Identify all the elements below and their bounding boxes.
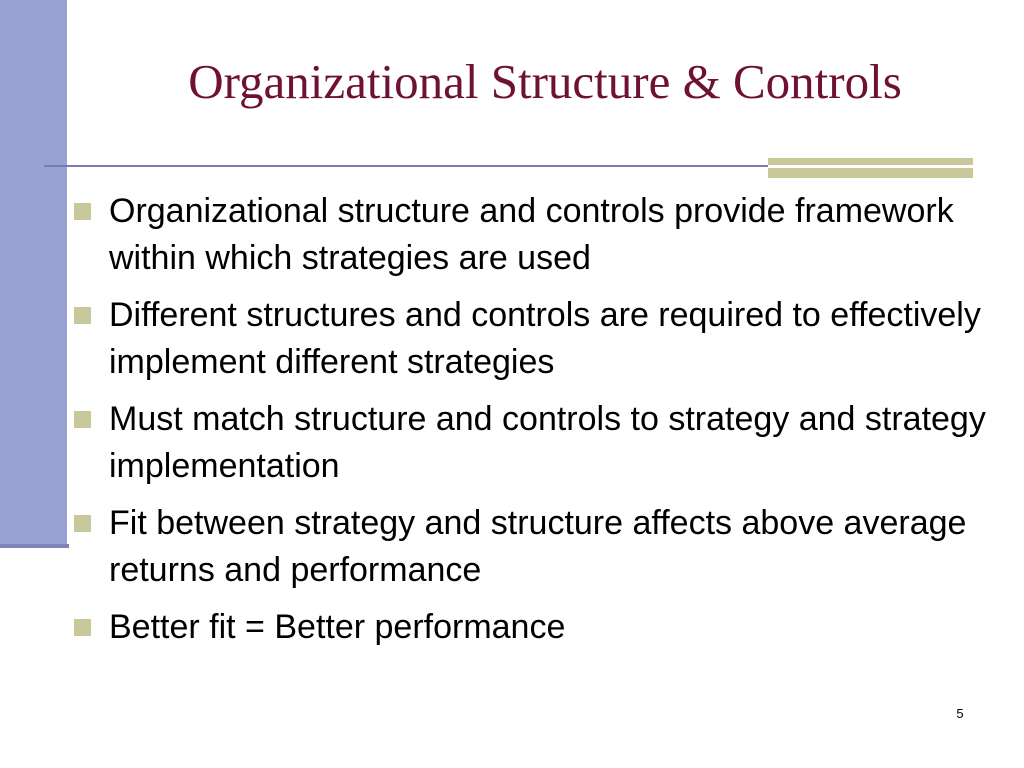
square-bullet-icon bbox=[74, 411, 91, 428]
square-bullet-icon bbox=[74, 619, 91, 636]
square-bullet-icon bbox=[74, 515, 91, 532]
bullet-list bbox=[74, 188, 1004, 661]
slide-title: Organizational Structure & Controls bbox=[188, 54, 902, 109]
bullet-item bbox=[74, 396, 1004, 490]
page-number: 5 bbox=[956, 706, 964, 721]
bullet-text: Better fit = Better performance bbox=[109, 608, 566, 646]
square-bullet-icon bbox=[74, 203, 91, 220]
accent-block bbox=[768, 158, 973, 178]
left-bar-shadow bbox=[0, 544, 69, 548]
bullet-text: Must match structure and controls to strategy and strategy implementation bbox=[109, 400, 986, 485]
bullet-item bbox=[74, 292, 1004, 386]
left-decorative-bar bbox=[0, 0, 67, 546]
accent-stripe bbox=[768, 165, 973, 168]
bullet-text: Different structures and controls are required to effectively implement different strategies bbox=[109, 296, 981, 381]
square-bullet-icon bbox=[74, 307, 91, 324]
bullet-item bbox=[74, 604, 1004, 651]
bullet-text: Organizational structure and controls provide framework within which strategies are used bbox=[109, 192, 954, 277]
bullet-item bbox=[74, 500, 1004, 594]
bullet-text: Fit between strategy and structure affects above average returns and performance bbox=[109, 504, 967, 589]
bullet-item bbox=[74, 188, 1004, 282]
